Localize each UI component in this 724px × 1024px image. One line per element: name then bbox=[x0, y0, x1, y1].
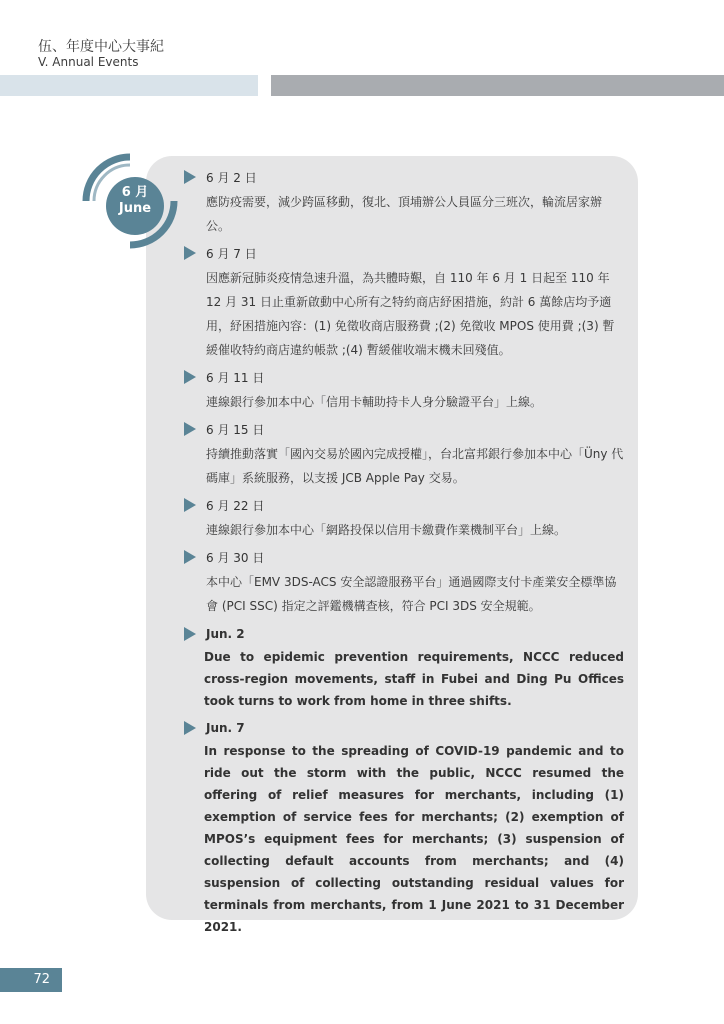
event-text: In response to the spreading of COVID-19 pandemic and to ride out the storm with the public, NCCC resumed the offering of relief measures for merchants, including (1) exemption of service fees for merchants; (2) exemption of MPOS’s equipment fees for merchants; (3) suspension of collecting default accounts from merchants; and (4) suspension of collecting outstanding residual values for terminals from merchants, from 1 June 2021 to 31 December 2021. bbox=[204, 744, 624, 934]
event-en bbox=[184, 718, 624, 938]
triangle-bullet-icon bbox=[184, 498, 196, 512]
event-text: 持續推動落實「國內交易於國內完成授權」，台北富邦銀行參加本中心「Üny 代碼庫」系統服務，以支援 JCB Apple Pay 交易。 bbox=[206, 447, 624, 485]
event-date: 6 月 15 日 bbox=[206, 422, 265, 437]
badge-circle bbox=[106, 177, 164, 235]
event-zh bbox=[184, 244, 624, 362]
triangle-bullet-icon bbox=[184, 370, 196, 384]
event-date: 6 月 2 日 bbox=[206, 170, 257, 185]
event-text: 連線銀行參加本中心「信用卡輔助持卡人身分驗證平台」上線。 bbox=[206, 395, 543, 409]
header-title-en: V. Annual Events bbox=[38, 55, 139, 69]
page-number: 72 bbox=[0, 968, 62, 992]
event-zh bbox=[184, 496, 624, 542]
triangle-bullet-icon bbox=[184, 170, 196, 184]
event-date: 6 月 22 日 bbox=[206, 498, 265, 513]
event-date: 6 月 7 日 bbox=[206, 246, 257, 261]
event-date: 6 月 11 日 bbox=[206, 370, 265, 385]
badge-month-zh: 6 月 bbox=[121, 185, 149, 200]
header-band-left bbox=[0, 75, 258, 96]
event-en bbox=[184, 624, 624, 712]
events-list-zh bbox=[184, 168, 624, 624]
triangle-bullet-icon bbox=[184, 550, 196, 564]
event-zh bbox=[184, 548, 624, 618]
event-zh bbox=[184, 168, 624, 238]
triangle-bullet-icon bbox=[184, 246, 196, 260]
triangle-bullet-icon bbox=[184, 422, 196, 436]
event-date: Jun. 2 bbox=[206, 627, 245, 641]
event-text: 連線銀行參加本中心「網路投保以信用卡繳費作業機制平台」上線。 bbox=[206, 523, 567, 537]
event-zh bbox=[184, 368, 624, 414]
event-text: Due to epidemic prevention requirements, NCCC reduced cross-region movements, staff in Fubei and Ding Pu Offices took turns to work from home in three shifts. bbox=[204, 650, 624, 708]
event-date: 6 月 30 日 bbox=[206, 550, 265, 565]
triangle-bullet-icon bbox=[184, 627, 196, 641]
event-text: 應防疫需要，減少跨區移動，復北、頂埔辦公人員區分三班次，輪流居家辦公。 bbox=[206, 195, 603, 233]
header-title-zh: 伍、年度中心大事紀 bbox=[38, 39, 164, 55]
events-list-en bbox=[184, 624, 624, 944]
triangle-bullet-icon bbox=[184, 721, 196, 735]
event-text: 本中心「EMV 3DS-ACS 安全認證服務平台」通過國際支付卡產業安全標準協會 (PCI SSC) 指定之評鑑機構查核，符合 PCI 3DS 安全規範。 bbox=[206, 575, 617, 613]
month-badge bbox=[82, 153, 178, 249]
badge-month-en: June bbox=[118, 201, 152, 216]
event-text: 因應新冠肺炎疫情急速升溫，為共體時艱，自 110 年 6 月 1 日起至 110 年 12 月 31 日止重新啟動中心所有之特約商店紓困措施，約計 6 萬餘店均予適用，紓困措施內容：(1) 免徵收商店服務費 ;(2) 免徵收 MPOS 使用費 ;(3) 暫緩催收特約商店違約帳款 ;(4) 暫緩催收端末機未回殘值。 bbox=[206, 271, 615, 357]
event-date: Jun. 7 bbox=[206, 721, 245, 735]
event-zh bbox=[184, 420, 624, 490]
header-band-right bbox=[271, 75, 724, 96]
